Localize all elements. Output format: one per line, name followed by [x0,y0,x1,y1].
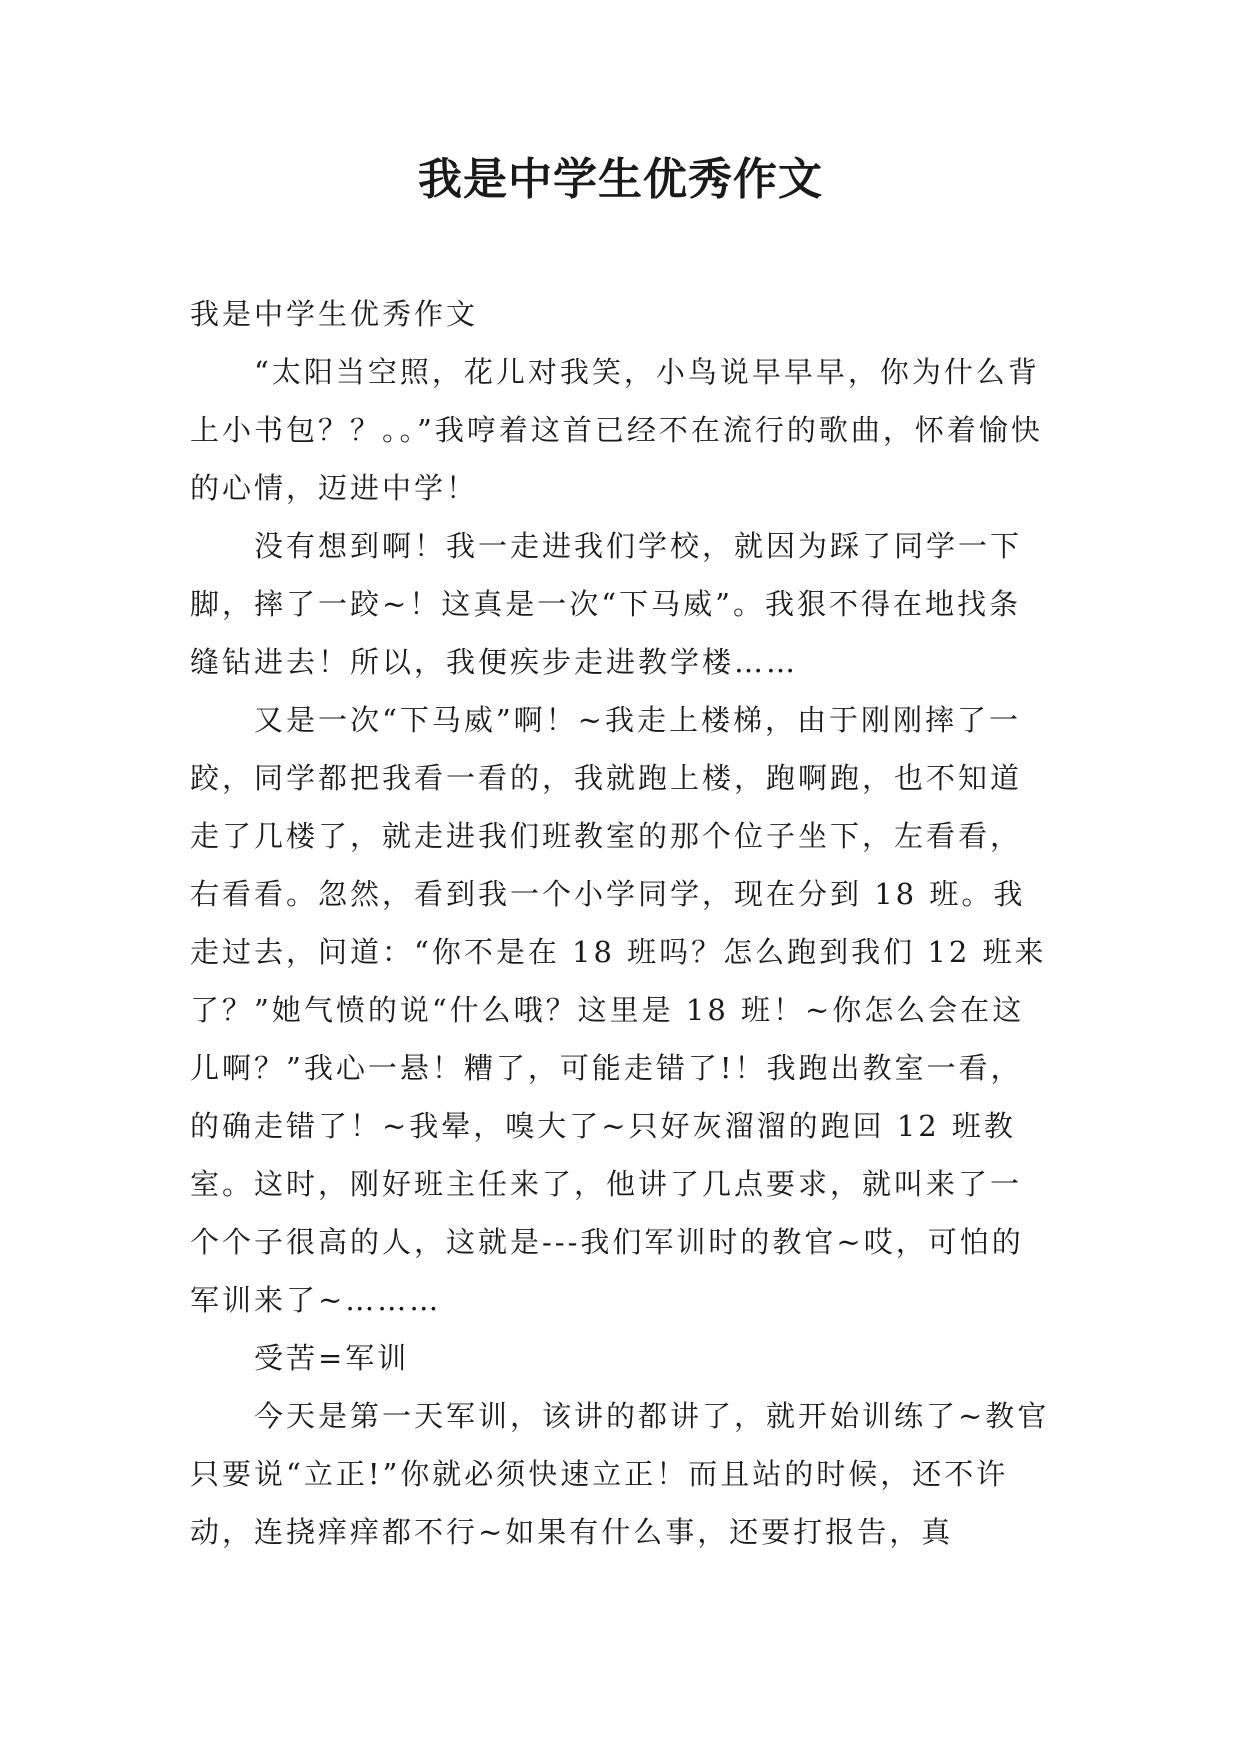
paragraph-4: 今天是第一天军训，该讲的都讲了，就开始训练了~教官只要说“立正!”你就必须快速立正！而且站的时候，还不许动，连挠痒痒都不行~如果有什么事，还要打报告，真 [190,1399,1050,1549]
paragraph-1: “太阳当空照，花儿对我笑，小鸟说早早早，你为什么背上小书包？？。。”我哼着这首已经不在流行的歌曲，怀着愉快的心情，迈进中学！ [190,355,1043,505]
document-title: 我是中学生优秀作文 [418,154,823,205]
paragraph-3: 又是一次“下马威”啊！~我走上楼梯，由于刚刚摔了一跤，同学都把我看一看的，我就跑上楼，跑啊跑，也不知道走了几楼了，就走进我们班教室的那个位子坐下，左看看，右看看。忽然，看到我一个小学同学，现在分到 18 班。我走过去，问道：“你不是在 18 班吗？怎么跑到我们 12 班来了？”她气愤的说“什么哦？这里是 18 班！~你怎么会在这儿啊？”我心一悬！糟了，可能走错了!！我跑出教室一看，的确走错了！~我晕，嗅大了~只好灰溜溜的跑回 12 班教室。这时，刚好班主任来了，他讲了几点要求，就叫来了一个个子很高的人，这就是---我们军训时的教官~哎，可怕的军训来了~……… [190,703,1047,1317]
section-heading: 受苦=军训 [254,1341,410,1375]
paragraph-2: 没有想到啊！我一走进我们学校，就因为踩了同学一下脚，摔了一跤~！这真是一次“下马威”。我狠不得在地找条缝钻进去！所以，我便疾步走进教学楼…… [190,529,1023,679]
document-body [190,285,1050,1561]
paragraph-subtitle: 我是中学生优秀作文 [190,297,479,331]
